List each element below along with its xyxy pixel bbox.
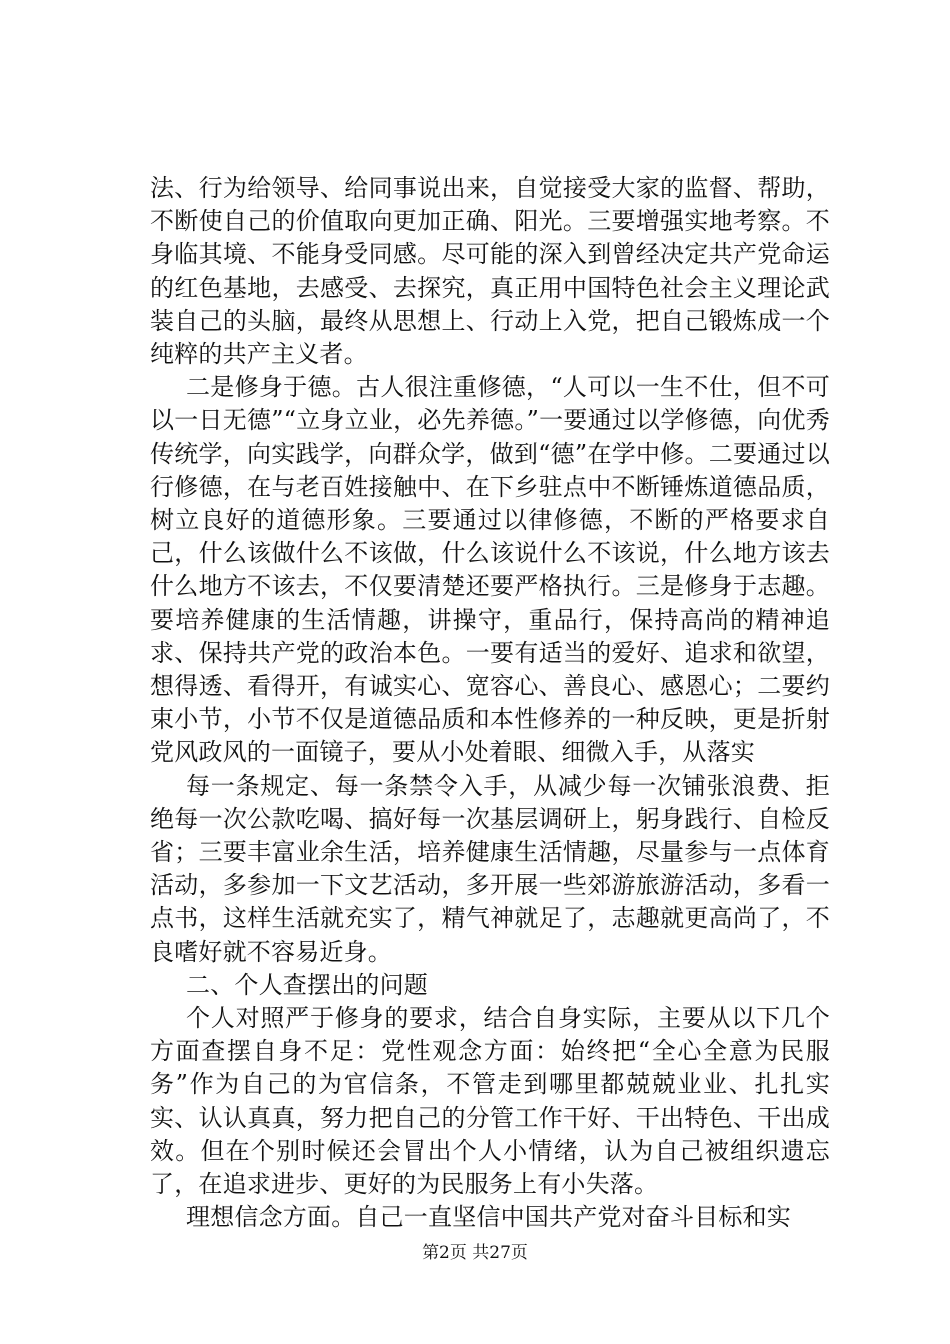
document-body — [150, 172, 830, 1235]
paragraph-5: 理想信念方面。自己一直坚信中国共产党对奋斗目标和实 — [186, 1203, 791, 1232]
paragraph-1: 法、行为给领导、给同事说出来，自觉接受大家的监督、帮助，不断使自己的价值取向更加正确、阳光。三要增强实地考察。不身临其境、不能身受同感。尽可能的深入到曾经决定共产党命运的红色基地，去感受、去探究，真正用中国特色社会主义理论武装自己的头脑，最终从思想上、行动上入党，把自己锻炼成一个纯粹的共产主义者。 — [150, 174, 830, 369]
page-footer: 第2页 共27页 — [422, 1243, 528, 1263]
paragraph-2: 二是修身于德。古人很注重修德，“人可以一生不仕，但不可以一日无德”“立身立业，必先养德。”一要通过以学修德，向优秀传统学，向实践学，向群众学，做到“德”在学中修。二要通过以行修德，在与老百姓接触中、在下乡驻点中不断锤炼道德品质，树立良好的道德形象。三要通过以律修德，不断的严格要求自己，什么该做什么不该做，什么该说什么不该说，什么地方该去什么地方不该去，不仅要清楚还要严格执行。三是修身于志趣。要培养健康的生活情趣，讲操守，重品行，保持高尚的精神追求、保持共产党的政治本色。一要有适当的爱好、追求和欲望，想得透、看得开，有诚实心、宽容心、善良心、感恩心；二要约束小节，小节不仅是道德品质和本性修养的一种反映，更是折射党风政风的一面镜子，要从小处着眼、细微入手，从落实 — [150, 373, 830, 767]
paragraph-3: 每一条规定、每一条禁令入手，从减少每一次铺张浪费、拒绝每一次公款吃喝、搞好每一次基层调研上，躬身践行、自检反省；三要丰富业余生活，培养健康生活情趣，尽量参与一点体育活动，多参加一下文艺活动，多开展一些郊游旅游活动，多看一点书，这样生活就充实了，精气神就足了，志趣就更高尚了，不良嗜好就不容易近身。 — [150, 771, 830, 966]
paragraph-4: 个人对照严于修身的要求，结合自身实际，主要从以下几个方面查摆自身不足：党性观念方面：始终把“全心全意为民服务”作为自己的为官信条，不管走到哪里都兢兢业业、扎扎实实、认认真真，努力把自己的分管工作干好、干出特色、干出成效。但在个别时候还会冒出个人小情绪，认为自己被组织遗忘了，在追求进步、更好的为民服务上有小失落。 — [150, 1004, 830, 1199]
section-heading: 二、个人查摆出的问题 — [186, 970, 428, 999]
